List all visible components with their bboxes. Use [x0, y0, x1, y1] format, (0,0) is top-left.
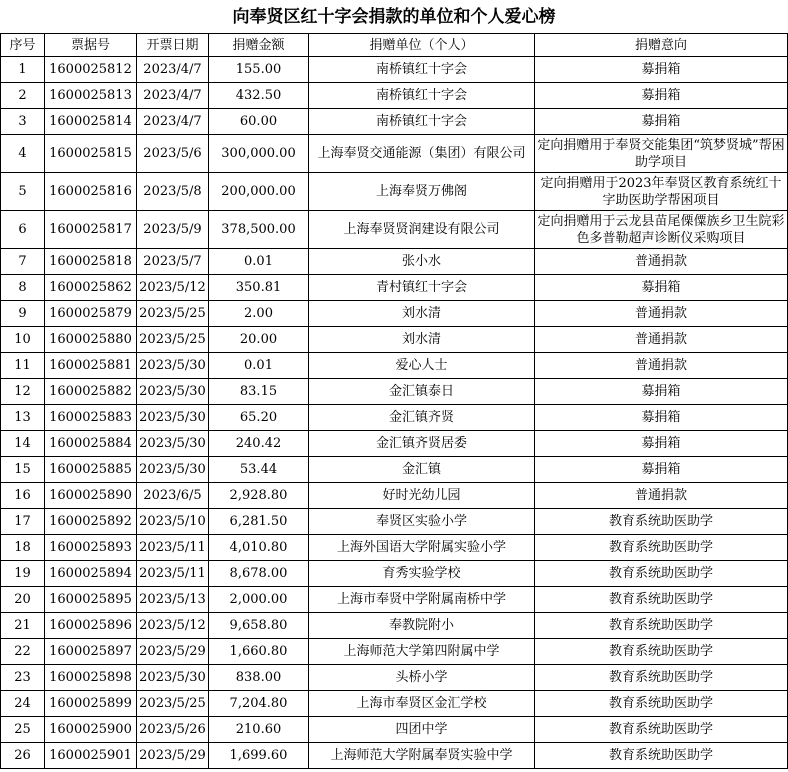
- sheet-title: 向奉贤区红十字会捐款的单位和个人爱心榜: [0, 0, 788, 34]
- cell-donor[interactable]: 上海师范大学附属奉贤实验中学: [309, 743, 535, 769]
- cell-date[interactable]: 2023/5/13: [137, 587, 209, 613]
- table-body: [1, 57, 788, 769]
- cell-amount[interactable]: 432.50: [209, 83, 309, 109]
- cell-amount[interactable]: 155.00: [209, 57, 309, 83]
- cell-donor[interactable]: 上海奉贤万佛阁: [309, 173, 535, 211]
- cell-date[interactable]: 2023/5/10: [137, 509, 209, 535]
- cell-donor[interactable]: 爱心人士: [309, 353, 535, 379]
- cell-purpose[interactable]: 募捐箱: [535, 109, 788, 135]
- table-row: [1, 275, 788, 301]
- cell-donor[interactable]: 上海奉贤贤润建设有限公司: [309, 211, 535, 249]
- cell-amount[interactable]: 0.01: [209, 353, 309, 379]
- cell-purpose[interactable]: 教育系统助医助学: [535, 639, 788, 665]
- table-row: [1, 457, 788, 483]
- cell-amount[interactable]: 20.00: [209, 327, 309, 353]
- cell-seq[interactable]: 5: [1, 173, 45, 211]
- table-row: [1, 561, 788, 587]
- cell-purpose[interactable]: 定向捐赠用于2023年奉贤区教育系统红十字助医助学帮困项目: [535, 173, 788, 211]
- cell-amount[interactable]: 300,000.00: [209, 135, 309, 173]
- cell-donor[interactable]: 刘水清: [309, 301, 535, 327]
- header-donor[interactable]: 捐赠单位（个人）: [309, 34, 535, 57]
- cell-purpose[interactable]: 教育系统助医助学: [535, 665, 788, 691]
- cell-donor[interactable]: 刘水清: [309, 327, 535, 353]
- table-row: [1, 211, 788, 249]
- cell-seq[interactable]: 25: [1, 717, 45, 743]
- cell-purpose[interactable]: 普通捐款: [535, 327, 788, 353]
- cell-donor[interactable]: 上海市奉贤区金汇学校: [309, 691, 535, 717]
- cell-seq[interactable]: 10: [1, 327, 45, 353]
- cell-seq[interactable]: 11: [1, 353, 45, 379]
- cell-date[interactable]: 2023/5/30: [137, 457, 209, 483]
- cell-seq[interactable]: 19: [1, 561, 45, 587]
- cell-amount[interactable]: 65.20: [209, 405, 309, 431]
- cell-ticket[interactable]: 1600025882: [45, 379, 137, 405]
- cell-date[interactable]: 2023/5/11: [137, 561, 209, 587]
- cell-date[interactable]: 2023/5/30: [137, 431, 209, 457]
- header-row: [1, 34, 788, 57]
- cell-ticket[interactable]: 1600025895: [45, 587, 137, 613]
- table-row: [1, 509, 788, 535]
- table-row: [1, 743, 788, 769]
- cell-seq[interactable]: 9: [1, 301, 45, 327]
- cell-amount[interactable]: 60.00: [209, 109, 309, 135]
- cell-date[interactable]: 2023/5/8: [137, 173, 209, 211]
- cell-donor[interactable]: 青村镇红十字会: [309, 275, 535, 301]
- table-row: [1, 431, 788, 457]
- cell-ticket[interactable]: 1600025884: [45, 431, 137, 457]
- table-row: [1, 717, 788, 743]
- cell-donor[interactable]: 奉教院附小: [309, 613, 535, 639]
- cell-donor[interactable]: 头桥小学: [309, 665, 535, 691]
- cell-seq[interactable]: 2: [1, 83, 45, 109]
- cell-amount[interactable]: 1,699.60: [209, 743, 309, 769]
- table-row: [1, 405, 788, 431]
- table-row: [1, 173, 788, 211]
- cell-amount[interactable]: 2,000.00: [209, 587, 309, 613]
- table-row: [1, 57, 788, 83]
- cell-ticket[interactable]: 1600025890: [45, 483, 137, 509]
- cell-amount[interactable]: 2,928.80: [209, 483, 309, 509]
- header-date[interactable]: 开票日期: [137, 34, 209, 57]
- cell-donor[interactable]: 四团中学: [309, 717, 535, 743]
- cell-amount[interactable]: 9,658.80: [209, 613, 309, 639]
- cell-date[interactable]: 2023/5/26: [137, 717, 209, 743]
- cell-ticket[interactable]: 1600025818: [45, 249, 137, 275]
- cell-purpose[interactable]: 教育系统助医助学: [535, 561, 788, 587]
- cell-donor[interactable]: 奉贤区实验小学: [309, 509, 535, 535]
- cell-date[interactable]: 2023/5/30: [137, 379, 209, 405]
- cell-seq[interactable]: 17: [1, 509, 45, 535]
- cell-ticket[interactable]: 1600025892: [45, 509, 137, 535]
- cell-seq[interactable]: 7: [1, 249, 45, 275]
- donation-table: [0, 33, 788, 769]
- cell-seq[interactable]: 4: [1, 135, 45, 173]
- cell-ticket[interactable]: 1600025899: [45, 691, 137, 717]
- cell-date[interactable]: 2023/5/25: [137, 301, 209, 327]
- cell-date[interactable]: 2023/4/7: [137, 83, 209, 109]
- cell-amount[interactable]: 4,010.80: [209, 535, 309, 561]
- cell-amount[interactable]: 200,000.00: [209, 173, 309, 211]
- cell-date[interactable]: 2023/5/29: [137, 639, 209, 665]
- cell-date[interactable]: 2023/5/9: [137, 211, 209, 249]
- cell-ticket[interactable]: 1600025893: [45, 535, 137, 561]
- table-row: [1, 587, 788, 613]
- cell-amount[interactable]: 2.00: [209, 301, 309, 327]
- cell-amount[interactable]: 6,281.50: [209, 509, 309, 535]
- cell-donor[interactable]: 上海市奉贤中学附属南桥中学: [309, 587, 535, 613]
- table-row: [1, 613, 788, 639]
- cell-date[interactable]: 2023/4/7: [137, 57, 209, 83]
- cell-seq[interactable]: 13: [1, 405, 45, 431]
- cell-purpose[interactable]: 募捐箱: [535, 431, 788, 457]
- cell-ticket[interactable]: 1600025901: [45, 743, 137, 769]
- table-row: [1, 639, 788, 665]
- cell-purpose[interactable]: 募捐箱: [535, 379, 788, 405]
- table-row: [1, 665, 788, 691]
- cell-date[interactable]: 2023/6/5: [137, 483, 209, 509]
- cell-purpose[interactable]: 教育系统助医助学: [535, 691, 788, 717]
- cell-seq[interactable]: 18: [1, 535, 45, 561]
- table-row: [1, 109, 788, 135]
- table-row: [1, 135, 788, 173]
- cell-ticket[interactable]: 1600025813: [45, 83, 137, 109]
- cell-seq[interactable]: 16: [1, 483, 45, 509]
- cell-seq[interactable]: 22: [1, 639, 45, 665]
- cell-purpose[interactable]: 募捐箱: [535, 457, 788, 483]
- cell-seq[interactable]: 8: [1, 275, 45, 301]
- cell-seq[interactable]: 6: [1, 211, 45, 249]
- cell-date[interactable]: 2023/5/25: [137, 327, 209, 353]
- cell-ticket[interactable]: 1600025900: [45, 717, 137, 743]
- table-row: [1, 691, 788, 717]
- table-row: [1, 535, 788, 561]
- cell-donor[interactable]: 金汇镇: [309, 457, 535, 483]
- cell-ticket[interactable]: 1600025897: [45, 639, 137, 665]
- table-row: [1, 83, 788, 109]
- cell-amount[interactable]: 7,204.80: [209, 691, 309, 717]
- cell-ticket[interactable]: 1600025896: [45, 613, 137, 639]
- cell-donor[interactable]: 金汇镇泰日: [309, 379, 535, 405]
- cell-donor[interactable]: 南桥镇红十字会: [309, 57, 535, 83]
- cell-purpose[interactable]: 募捐箱: [535, 275, 788, 301]
- cell-donor[interactable]: 上海外国语大学附属实验小学: [309, 535, 535, 561]
- cell-purpose[interactable]: 普通捐款: [535, 249, 788, 275]
- cell-seq[interactable]: 26: [1, 743, 45, 769]
- cell-purpose[interactable]: 普通捐款: [535, 483, 788, 509]
- cell-ticket[interactable]: 1600025815: [45, 135, 137, 173]
- cell-ticket[interactable]: 1600025880: [45, 327, 137, 353]
- cell-seq[interactable]: 12: [1, 379, 45, 405]
- cell-date[interactable]: 2023/5/30: [137, 405, 209, 431]
- cell-amount[interactable]: 240.42: [209, 431, 309, 457]
- cell-purpose[interactable]: 教育系统助医助学: [535, 535, 788, 561]
- cell-amount[interactable]: 350.81: [209, 275, 309, 301]
- cell-amount[interactable]: 838.00: [209, 665, 309, 691]
- cell-amount[interactable]: 1,660.80: [209, 639, 309, 665]
- cell-ticket[interactable]: 1600025817: [45, 211, 137, 249]
- cell-ticket[interactable]: 1600025898: [45, 665, 137, 691]
- cell-purpose[interactable]: 普通捐款: [535, 301, 788, 327]
- cell-date[interactable]: 2023/5/12: [137, 275, 209, 301]
- cell-seq[interactable]: 23: [1, 665, 45, 691]
- cell-seq[interactable]: 14: [1, 431, 45, 457]
- cell-purpose[interactable]: 募捐箱: [535, 83, 788, 109]
- cell-ticket[interactable]: 1600025862: [45, 275, 137, 301]
- cell-ticket[interactable]: 1600025883: [45, 405, 137, 431]
- cell-seq[interactable]: 21: [1, 613, 45, 639]
- cell-purpose[interactable]: 募捐箱: [535, 57, 788, 83]
- cell-ticket[interactable]: 1600025812: [45, 57, 137, 83]
- cell-donor[interactable]: 金汇镇齐贤: [309, 405, 535, 431]
- cell-seq[interactable]: 24: [1, 691, 45, 717]
- cell-purpose[interactable]: 教育系统助医助学: [535, 743, 788, 769]
- cell-purpose[interactable]: 普通捐款: [535, 353, 788, 379]
- cell-purpose[interactable]: 定向捐赠用于奉贤交能集团“筑梦贤城”帮困助学项目: [535, 135, 788, 173]
- cell-amount[interactable]: 378,500.00: [209, 211, 309, 249]
- table-row: [1, 301, 788, 327]
- cell-purpose[interactable]: 教育系统助医助学: [535, 509, 788, 535]
- cell-date[interactable]: 2023/5/25: [137, 691, 209, 717]
- cell-ticket[interactable]: 1600025814: [45, 109, 137, 135]
- cell-donor[interactable]: 上海奉贤交通能源（集团）有限公司: [309, 135, 535, 173]
- cell-donor[interactable]: 育秀实验学校: [309, 561, 535, 587]
- cell-amount[interactable]: 0.01: [209, 249, 309, 275]
- header-amount[interactable]: 捐赠金额: [209, 34, 309, 57]
- cell-amount[interactable]: 210.60: [209, 717, 309, 743]
- cell-donor[interactable]: 南桥镇红十字会: [309, 109, 535, 135]
- cell-purpose[interactable]: 教育系统助医助学: [535, 587, 788, 613]
- cell-date[interactable]: 2023/5/6: [137, 135, 209, 173]
- cell-date[interactable]: 2023/5/7: [137, 249, 209, 275]
- header-ticket[interactable]: 票据号: [45, 34, 137, 57]
- table-row: [1, 327, 788, 353]
- cell-amount[interactable]: 8,678.00: [209, 561, 309, 587]
- cell-donor[interactable]: 张小水: [309, 249, 535, 275]
- cell-date[interactable]: 2023/4/7: [137, 109, 209, 135]
- cell-purpose[interactable]: 教育系统助医助学: [535, 717, 788, 743]
- cell-ticket[interactable]: 1600025885: [45, 457, 137, 483]
- cell-ticket[interactable]: 1600025881: [45, 353, 137, 379]
- header-seq[interactable]: 序号: [1, 34, 45, 57]
- table-row: [1, 249, 788, 275]
- cell-donor[interactable]: 金汇镇齐贤居委: [309, 431, 535, 457]
- cell-seq[interactable]: 20: [1, 587, 45, 613]
- cell-purpose[interactable]: 募捐箱: [535, 405, 788, 431]
- cell-purpose[interactable]: 定向捐赠用于云龙县苗尾傈僳族乡卫生院彩色多普勒超声诊断仪采购项目: [535, 211, 788, 249]
- cell-seq[interactable]: 1: [1, 57, 45, 83]
- cell-date[interactable]: 2023/5/30: [137, 665, 209, 691]
- cell-seq[interactable]: 3: [1, 109, 45, 135]
- cell-amount[interactable]: 53.44: [209, 457, 309, 483]
- table-row: [1, 483, 788, 509]
- cell-ticket[interactable]: 1600025879: [45, 301, 137, 327]
- table-row: [1, 353, 788, 379]
- cell-ticket[interactable]: 1600025816: [45, 173, 137, 211]
- cell-date[interactable]: 2023/5/29: [137, 743, 209, 769]
- cell-seq[interactable]: 15: [1, 457, 45, 483]
- cell-date[interactable]: 2023/5/12: [137, 613, 209, 639]
- cell-ticket[interactable]: 1600025894: [45, 561, 137, 587]
- header-purpose[interactable]: 捐赠意向: [535, 34, 788, 57]
- cell-donor[interactable]: 好时光幼儿园: [309, 483, 535, 509]
- cell-donor[interactable]: 上海师范大学第四附属中学: [309, 639, 535, 665]
- cell-date[interactable]: 2023/5/11: [137, 535, 209, 561]
- cell-date[interactable]: 2023/5/30: [137, 353, 209, 379]
- cell-amount[interactable]: 83.15: [209, 379, 309, 405]
- cell-purpose[interactable]: 教育系统助医助学: [535, 613, 788, 639]
- cell-donor[interactable]: 南桥镇红十字会: [309, 83, 535, 109]
- table-row: [1, 379, 788, 405]
